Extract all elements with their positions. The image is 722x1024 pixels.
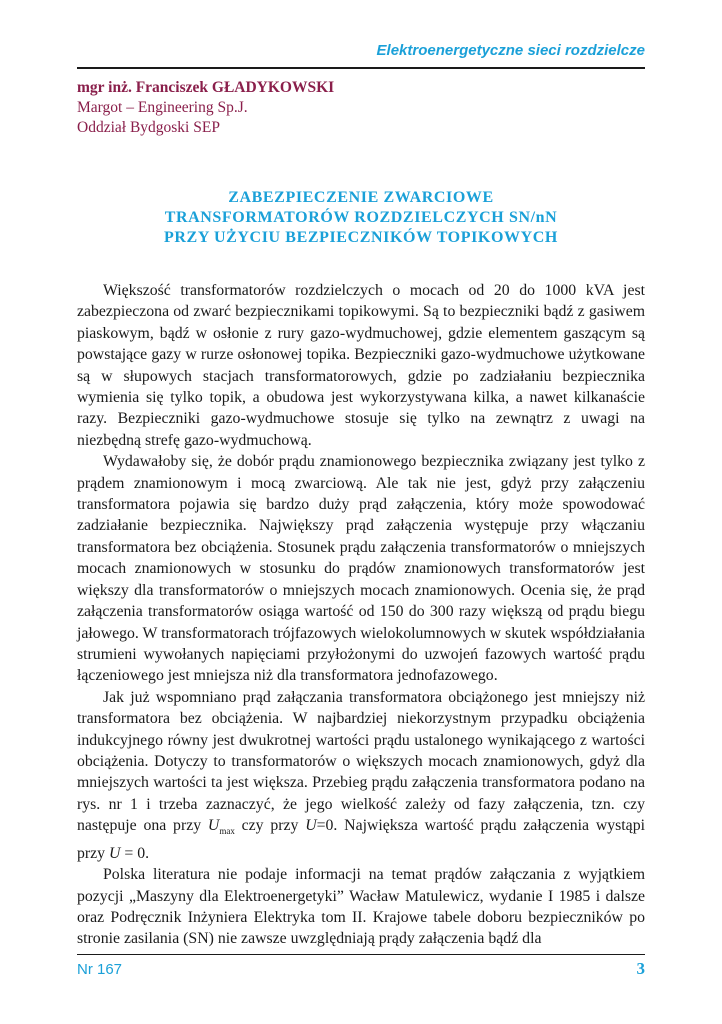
paragraph: Polska literatura nie podaje informacji na temat prądów załączania z wyjątkiem pozycji „Maszyny dla Elektroenergetyki” Wacław Matulewicz, wydanie I 1985 i dalsze oraz Podręcznik Inżyniera Elektryka tom II. Krajowe tabele doboru bezpieczników po stronie zasilania (SN) nie zawsze uwzględniają prądy załączenia bądź dla — [77, 866, 645, 948]
paragraph-text: =0. Największa wartość prądu załączenia wystąpi przy — [77, 817, 645, 862]
title-line: PRZY UŻYCIU BEZPIECZNIKÓW TOPIKOWYCH — [164, 229, 558, 246]
paragraph-text: Jak już wspomniano prąd załączania transformatora obciążonego jest mniejszy niż transformatora bez obciążenia. W najbardziej niekorzystnym przypadku obciążenia indukcyjnego równy jest dwukrotnej wartości prądu ustalonego wynikającego z wartości obciążenia. Dotyczy to transformatorów o większych mocach znamionowych, gdyż dla mniejszych wartości ta jest większa. Przebieg prądu załączenia transformatora podano na rys. nr 1 i trzeba zaznaczyć, że jego wielkość zależy od fazy załączenia, tzn. czy następuje ona przy — [77, 688, 645, 835]
issue-number: Nr 167 — [77, 961, 123, 978]
author-name: mgr inż. Franciszek GŁADYKOWSKI — [77, 79, 335, 96]
voltage-symbol: U — [109, 844, 121, 862]
footer-divider — [77, 954, 645, 955]
author-block — [77, 78, 334, 138]
voltage-symbol: U — [305, 817, 317, 835]
section-title: Elektroenergetyczne sieci rozdzielcze — [376, 42, 645, 59]
title-line: ZABEZPIECZENIE ZWARCIOWE — [228, 189, 494, 206]
paragraph — [77, 687, 645, 864]
voltage-subscript: max — [219, 826, 235, 837]
article-title — [77, 188, 645, 248]
author-company: Margot – Engineering Sp.J. — [77, 99, 248, 116]
voltage-symbol: U — [207, 817, 220, 835]
paragraph-text: = 0. — [120, 844, 150, 862]
paragraph: Większość transformatorów rozdzielczych o mocach od 20 do 1000 kVA jest zabezpieczona od zwarć bezpiecznikami topikowymi. Są to bezpieczniki bądź z gasiwem piaskowym, bądź w osłonie z rury gazo-wydmuchowej, gdzie elementem gaszącym są powstające gazy w rurze osłonowej topika. Bezpieczniki gazo-wydmuchowe użytkowane są w słupowych stacjach transformatorowych, gdzie po zadziałaniu bezpiecznika wymienia się tylko topik, a obudowa jest wykorzystywana kilka, a nawet kilkanaście razy. Bezpieczniki gazo-wydmuchowe stosuje się tylko na zewnątrz z uwagi na niezbędną strefę gazo-wydmuchową. — [77, 282, 645, 449]
article-body — [77, 280, 645, 950]
header-divider — [77, 67, 645, 69]
author-branch: Oddział Bydgoski SEP — [77, 119, 220, 136]
title-line: TRANSFORMATORÓW ROZDZIELCZYCH SN/nN — [164, 209, 558, 226]
paragraph-text: czy przy — [234, 817, 306, 835]
page-number: 3 — [636, 959, 645, 978]
paragraph: Wydawałoby się, że dobór prądu znamionowego bezpiecznika związany jest tylko z prądem znamionowym i mocą zwarciową. Ale tak nie jest, gdyż przy załączeniu transformatora pojawia się bardzo duży prąd załączenia, który może spowodować zadziałanie bezpiecznika. Największy prąd załączenia występuje przy włączaniu transformatora bez obciążenia. Stosunek prądu załączenia transformatorów o mniejszych mocach znamionowych w stosunku do prądów znamionowych transformatorów jest większy dla transformatorów o mniejszych mocach znamionowych. Ocenia się, że prąd załączenia transformatorów osiąga wartość od 150 do 300 razy większą od prądu biegu jałowego. W transformatorach trójfazowych wielokolumnowych w skutek współdziałania strumieni wywołanych napięciami przyłożonymi do uzwojeń fazowych wartość prądu łączeniowego jest mniejsza niż dla transformatora jednofazowego. — [77, 453, 645, 685]
